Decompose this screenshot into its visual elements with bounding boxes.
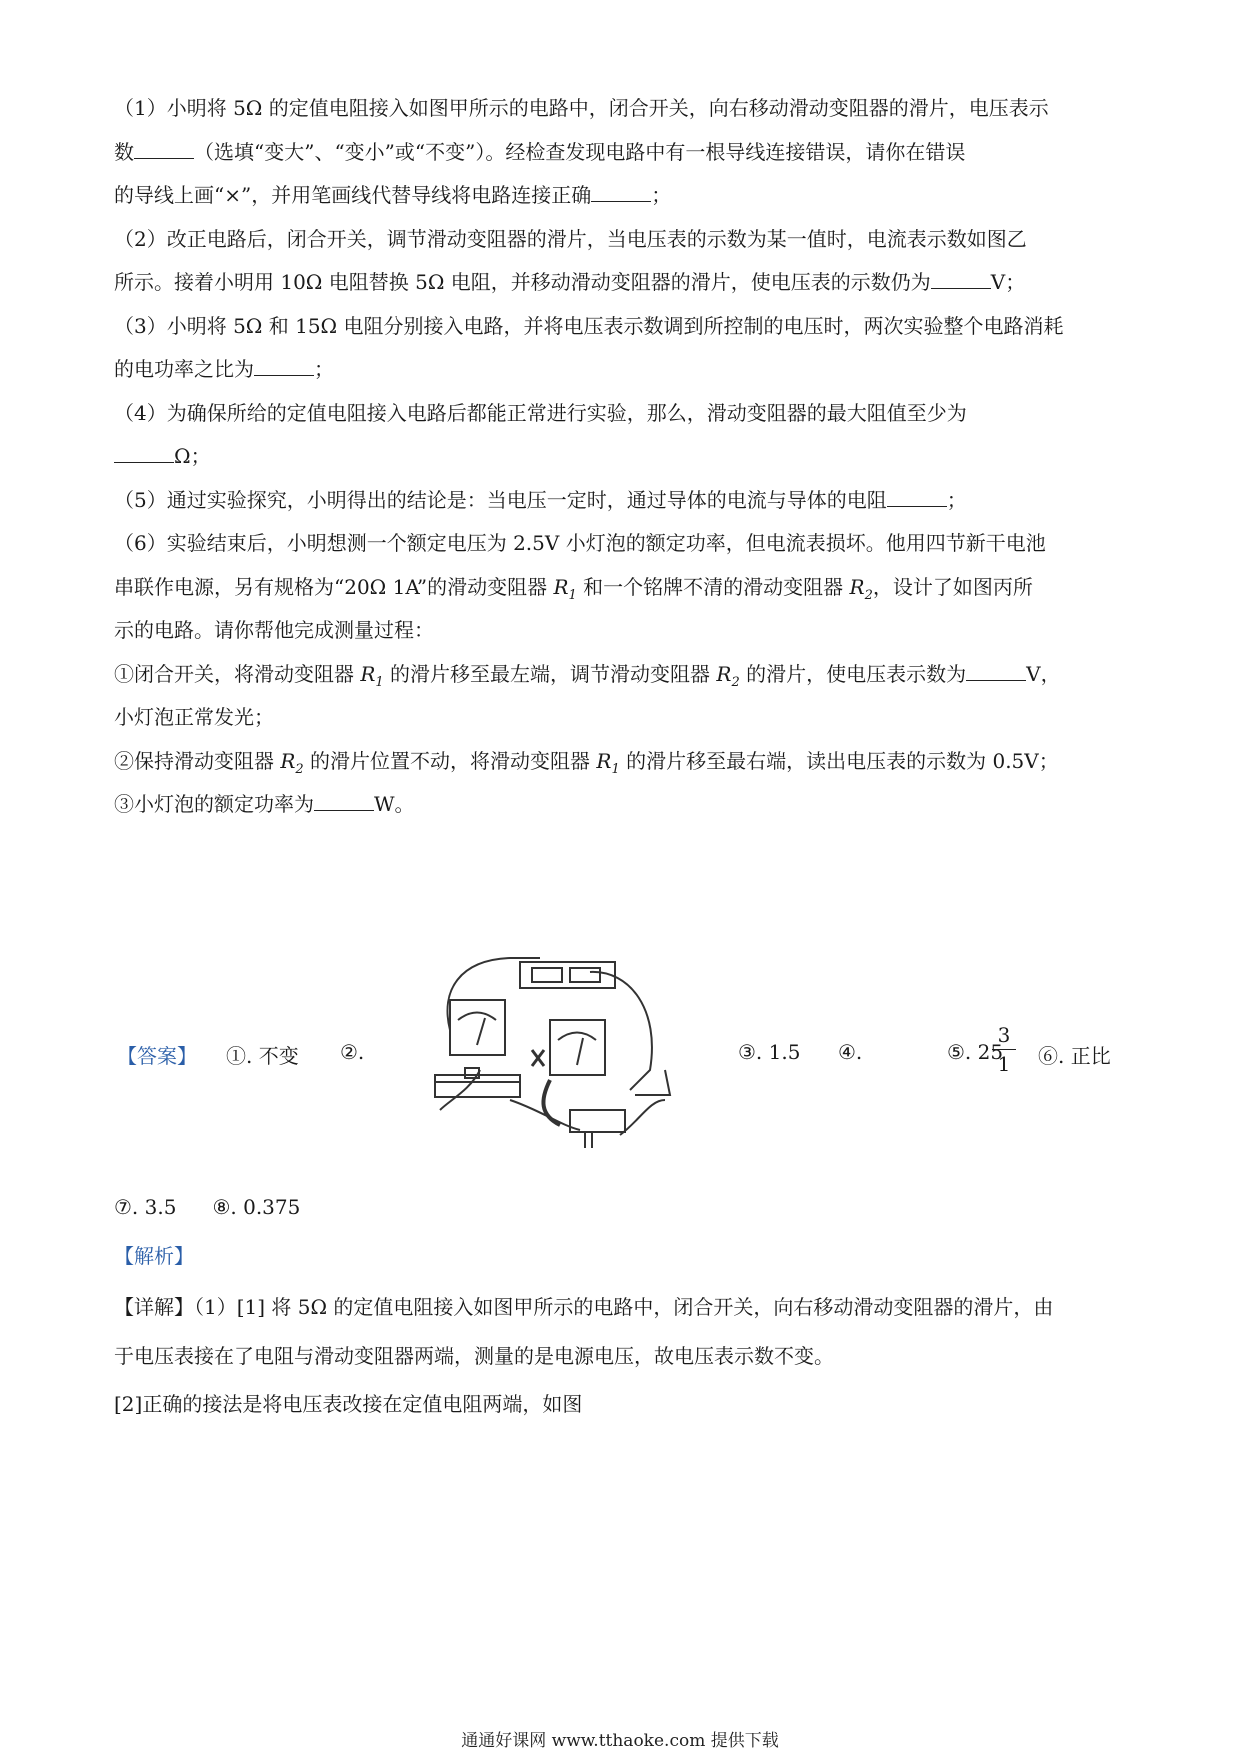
q1-line1: （1）小明将 5Ω 的定值电阻接入如图甲所示的电路中，闭合开关，向右移动滑动变阻器的滑片，电压表示 (114, 96, 1049, 120)
q4-line1: （4）为确保所给的定值电阻接入电路后都能正常进行实验，那么，滑动变阻器的最大阻值至少为 (114, 401, 967, 425)
battery-cell (532, 968, 562, 982)
var-r1-sub: 1 (375, 675, 384, 690)
var-r1-letter: R (596, 749, 612, 773)
q5-l1a: （5）通过实验探究，小明得出的结论是：当电压一定时，通过导体的电流与导体的电阻 (114, 488, 887, 512)
var-r2-sub: 2 (295, 762, 304, 777)
fraction-numerator: 3 (997, 1023, 1011, 1047)
answer-6: ⑥. 正比 (1038, 1044, 1111, 1068)
var-r2-sub: 2 (864, 588, 873, 603)
var-r2-letter: R (716, 662, 732, 686)
q3-line1: （3）小明将 5Ω 和 15Ω 电阻分别接入电路，并将电压表示数调到所控制的电压时，两次实验整个电路消耗 (114, 314, 1064, 338)
var-r2 (280, 749, 304, 777)
answer-8: ⑧. 0.375 (212, 1195, 301, 1219)
var-r1 (596, 749, 620, 777)
var-r1-letter: R (360, 662, 376, 686)
answer-2: ②. (340, 1040, 365, 1064)
q6-s1d: V， (1026, 662, 1061, 686)
q1-line3 (114, 180, 1134, 210)
detail-line3: [2]正确的接法是将电压表改接在定值电阻两端，如图 (114, 1392, 583, 1416)
detail-line1 (114, 1292, 1134, 1322)
answer-blank-7 (966, 662, 1026, 681)
answer-tag: 【答案】 (117, 1044, 197, 1068)
q2-line1: （2）改正电路后，闭合开关，调节滑动变阻器的滑片，当电压表的示数为某一值时，电流表示数如图乙 (114, 227, 1027, 251)
q6-s1b: 的滑片移至最左端，调节滑动变阻器 (383, 662, 717, 686)
answer-blank-1 (134, 140, 194, 159)
q2-l2a: 所示。接着小明用 10Ω 电阻替换 5Ω 电阻，并移动滑动变阻器的滑片，使电压表的示数仍为 (114, 270, 931, 294)
battery-cell (570, 968, 600, 982)
q1-l2a: 数 (114, 140, 134, 164)
q6-line1: （6）实验结束后，小明想测一个额定电压为 2.5V 小灯泡的额定功率，但电流表损坏。他用四节新干电池 (114, 531, 1046, 555)
answer-blank-2 (591, 183, 651, 202)
var-r2 (849, 575, 873, 603)
q4-line2 (114, 441, 1134, 471)
answer-blank-3 (931, 270, 991, 289)
var-r2-letter: R (280, 749, 296, 773)
page-footer: 通通好课网 www.tthaoke.com 提供下载 (461, 1731, 779, 1751)
q6-s2b: 的滑片位置不动，将滑动变阻器 (303, 749, 597, 773)
var-r1 (553, 575, 577, 603)
var-r2-sub: 2 (731, 675, 740, 690)
var-r1-letter: R (553, 575, 569, 599)
q5-l1b: ； (946, 488, 967, 512)
q6-s3b: W。 (374, 792, 415, 816)
q6-s1c: 的滑片，使电压表示数为 (739, 662, 967, 686)
q6-step2 (114, 746, 1134, 785)
q6-s3a: ③小灯泡的额定功率为 (114, 792, 314, 816)
q6-line3: 示的电路。请你帮他完成测量过程： (114, 618, 434, 642)
q3-l2a: 的电功率之比为 (114, 357, 254, 381)
answer-1: ①. 不变 (226, 1044, 299, 1068)
q6-l2c: ，设计了如图丙所 (872, 575, 1033, 599)
var-r1-sub: 1 (568, 588, 577, 603)
q1-line2 (114, 137, 1134, 167)
fraction-denominator: 1 (997, 1052, 1011, 1076)
analysis-tag: 【解析】 (114, 1244, 194, 1268)
var-r1 (360, 662, 384, 690)
q5-line1 (114, 485, 1134, 515)
q6-step1 (114, 659, 1134, 698)
answer-7: ⑦. 3.5 (114, 1195, 177, 1219)
detail-line2: 于电压表接在了电阻与滑动变阻器两端，测量的是电源电压，故电压表示数不变。 (114, 1344, 834, 1368)
q4-l2b: Ω； (174, 444, 211, 468)
q2-l2b: V； (990, 270, 1026, 294)
answer-blank-4 (254, 357, 314, 376)
q2-line2 (114, 267, 1134, 297)
answer-3: ③. 1.5 (738, 1040, 801, 1064)
answer-5: ⑤. 25 (947, 1040, 1004, 1064)
answer-blank-8 (314, 792, 374, 811)
q1-l3b: ； (651, 183, 672, 207)
answer-blank-6 (887, 488, 947, 507)
q6-step3 (114, 789, 1134, 819)
answer-blank-5 (114, 444, 174, 463)
q6-step1-cont: 小灯泡正常发光； (114, 705, 274, 729)
var-r2 (716, 662, 740, 690)
q6-line2 (114, 572, 1134, 611)
q3-line2 (114, 354, 1134, 384)
q6-l2a: 串联作电源，另有规格为“20Ω 1A”的滑动变阻器 (114, 575, 554, 599)
detail-text: （1）[1] 将 5Ω 的定值电阻接入如图甲所示的电路中，闭合开关，向右移动滑动变阻器的滑片，由 (194, 1295, 1054, 1319)
answer-4: ④. (838, 1040, 863, 1064)
detail-tag: 【详解】 (114, 1295, 194, 1319)
q1-l2b: （选填“变大”、“变小”或“不变”）。经检查发现电路中有一根导线连接错误，请你在错误 (194, 140, 966, 164)
q3-l2b: ； (314, 357, 334, 381)
answer-row-2 (114, 1192, 1134, 1222)
wire (620, 1100, 665, 1135)
answer-row (114, 1023, 1144, 1100)
q6-s1a: ①闭合开关，将滑动变阻器 (114, 662, 361, 686)
var-r2-letter: R (849, 575, 865, 599)
q6-s2c: 的滑片移至最右端，读出电压表的示数为 0.5V； (619, 749, 1059, 773)
q6-s2a: ②保持滑动变阻器 (114, 749, 281, 773)
var-r1-sub: 1 (611, 762, 620, 777)
q6-l2b: 和一个铭牌不清的滑动变阻器 (576, 575, 850, 599)
q1-l3a: 的导线上画“×”，并用笔画线代替导线将电路连接正确 (114, 183, 592, 207)
ammeter-scale (458, 1013, 496, 1021)
